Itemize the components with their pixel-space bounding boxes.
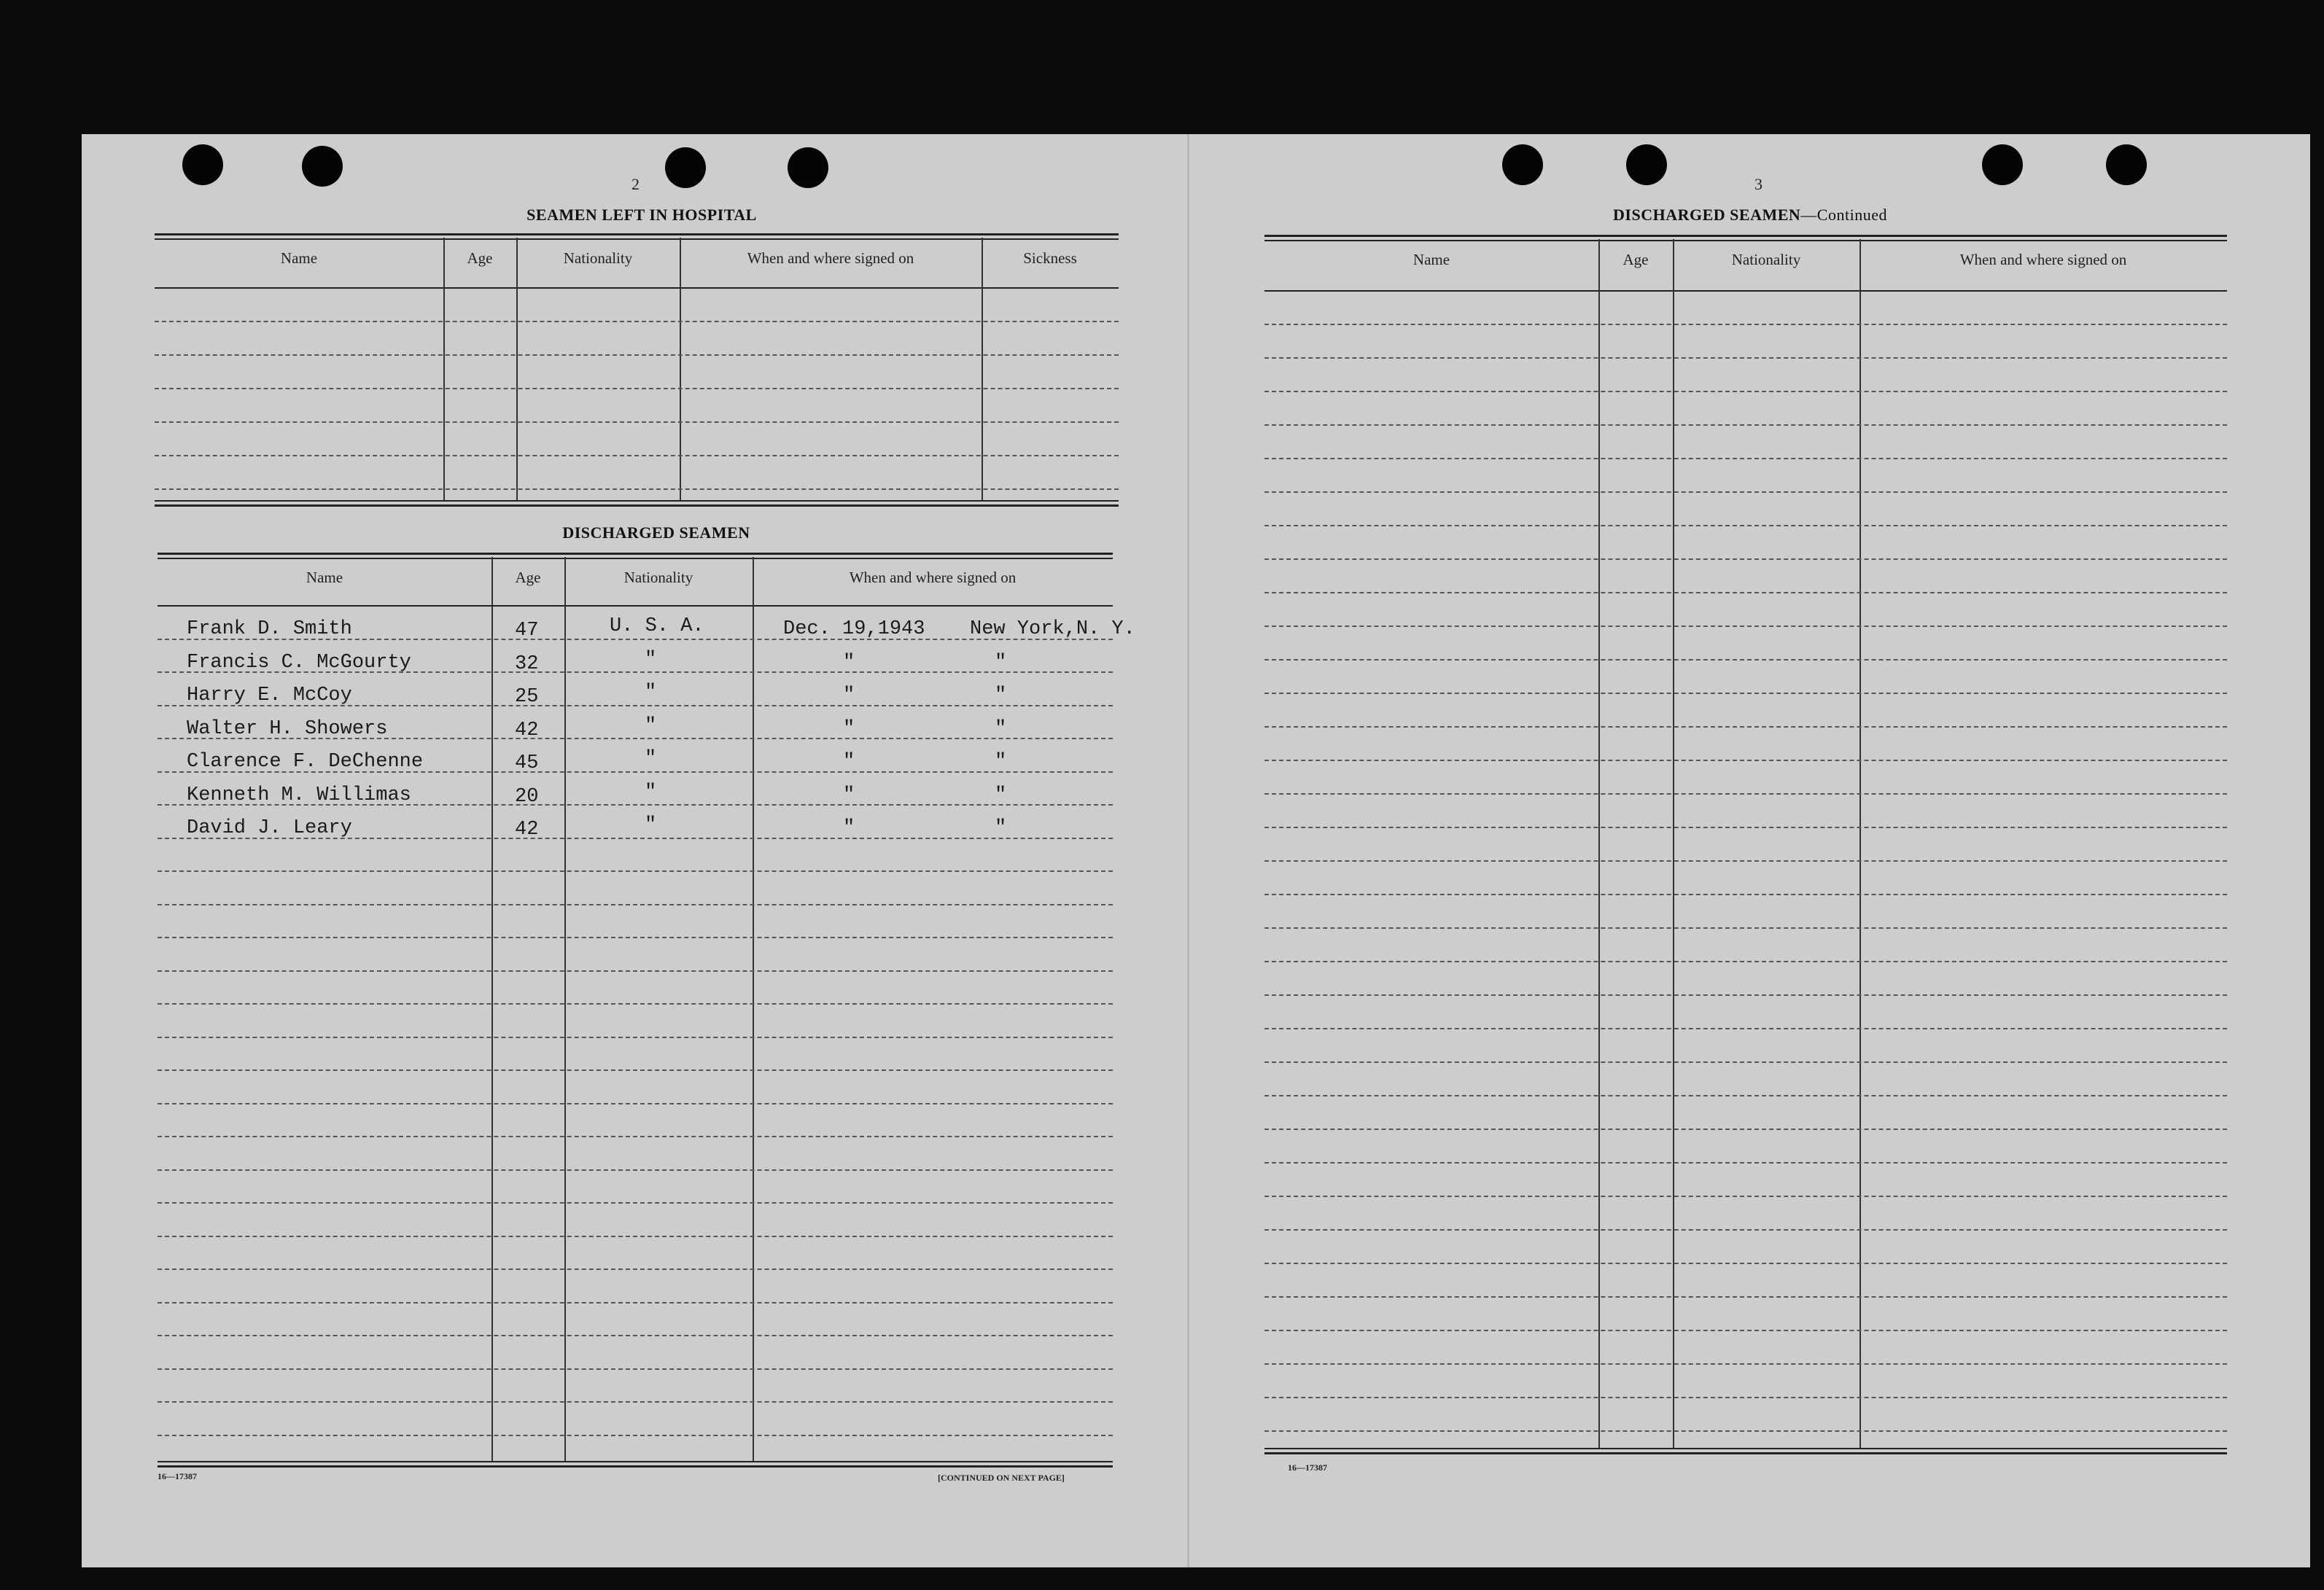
continued-row-line xyxy=(1264,626,2227,627)
hospital-column-divider xyxy=(982,238,983,500)
signed-on-date: " xyxy=(843,651,855,674)
continued-row-line xyxy=(1264,324,2227,325)
continued-note: [CONTINUED ON NEXT PAGE] xyxy=(938,1473,1065,1483)
discharged-row-line xyxy=(158,1368,1113,1370)
discharged-header-1: Age xyxy=(515,569,541,586)
signed-on-date: " xyxy=(843,685,855,706)
hospital-header-4: Sickness xyxy=(1023,249,1077,267)
hospital-column-divider xyxy=(443,238,445,500)
continued-row-line xyxy=(1264,793,2227,795)
signed-on-place: " xyxy=(995,685,1007,706)
seaman-age: 42 xyxy=(515,819,539,841)
discharged-section-title: DISCHARGED SEAMEN xyxy=(562,523,750,542)
signed-on-place: " xyxy=(995,717,1007,740)
seaman-nationality: " xyxy=(645,648,657,671)
hospital-row-line xyxy=(155,354,1119,356)
discharged-row-line xyxy=(158,937,1113,938)
seaman-nationality: " xyxy=(645,748,657,770)
signed-on-place: " xyxy=(995,784,1007,806)
hospital-bottom-rule xyxy=(155,504,1119,507)
hospital-header-2: Nationality xyxy=(563,249,633,267)
continued-row-line xyxy=(1264,1095,2227,1096)
hospital-section-title: SEAMEN LEFT IN HOSPITAL xyxy=(526,206,757,224)
continued-title-suffix: —Continued xyxy=(1800,206,1887,224)
continued-row-line xyxy=(1264,592,2227,593)
continued-row-line xyxy=(1264,357,2227,359)
continued-header-1: Age xyxy=(1622,251,1649,268)
discharged-column-divider xyxy=(564,557,566,1461)
continued-row-line xyxy=(1264,961,2227,962)
signed-on-date: Dec. 19,1943 xyxy=(783,618,925,640)
continued-row-line xyxy=(1264,1061,2227,1063)
signed-on-place: " xyxy=(995,651,1007,674)
seaman-name: Kenneth M. Willimas xyxy=(187,784,411,806)
continued-header-2: Nationality xyxy=(1731,251,1801,268)
discharged-row-line xyxy=(158,1202,1113,1204)
discharged-header-2: Nationality xyxy=(623,569,693,586)
hospital-header-rule xyxy=(155,287,1119,289)
continued-bottom-rule xyxy=(1264,1448,2227,1449)
discharged-row-line xyxy=(158,1136,1113,1137)
discharged-row-line xyxy=(158,1169,1113,1171)
discharged-header-0: Name xyxy=(306,569,343,586)
form-number: 16—17387 xyxy=(158,1471,197,1481)
hospital-row-line xyxy=(155,488,1119,490)
signed-on-date: " xyxy=(843,751,855,773)
page-fold xyxy=(1187,134,1189,1567)
page-number: 2 xyxy=(631,175,640,193)
continued-section-title xyxy=(1502,206,1998,225)
hospital-top-rule xyxy=(155,233,1119,235)
discharged-row-line xyxy=(158,1103,1113,1104)
seaman-age: 32 xyxy=(515,652,539,675)
hospital-row-line xyxy=(155,421,1119,423)
discharged-row-line xyxy=(158,1069,1113,1071)
continued-row-line xyxy=(1264,491,2227,493)
hospital-row-line xyxy=(155,321,1119,322)
hospital-header-0: Name xyxy=(280,249,318,267)
hospital-header-1: Age xyxy=(467,249,493,267)
discharged-row-line xyxy=(158,970,1113,972)
continued-row-line xyxy=(1264,1028,2227,1029)
continued-row-line xyxy=(1264,726,2227,728)
continued-row-line xyxy=(1264,1430,2227,1432)
discharged-bottom-rule xyxy=(158,1461,1113,1462)
seaman-name: Walter H. Showers xyxy=(187,717,388,740)
punch-hole xyxy=(2106,144,2147,185)
continued-column-divider xyxy=(1673,239,1674,1448)
continued-row-line xyxy=(1264,1196,2227,1197)
continued-row-line xyxy=(1264,1129,2227,1130)
seaman-nationality: U. S. A. xyxy=(610,615,704,637)
continued-header-0: Name xyxy=(1412,251,1450,268)
discharged-row-line xyxy=(158,1401,1113,1403)
seaman-name: David J. Leary xyxy=(187,817,352,839)
discharged-row-line xyxy=(158,1003,1113,1005)
signed-on-date: " xyxy=(843,717,855,740)
continued-row-line xyxy=(1264,760,2227,761)
seaman-name: Clarence F. DeChenne xyxy=(187,751,424,773)
seaman-nationality: " xyxy=(645,781,657,803)
discharged-column-divider xyxy=(491,557,493,1461)
hospital-bottom-rule xyxy=(155,500,1119,502)
continued-row-line xyxy=(1264,927,2227,929)
hospital-top-rule xyxy=(155,238,1119,240)
hospital-column-divider xyxy=(516,238,518,500)
continued-row-line xyxy=(1264,525,2227,526)
continued-row-line xyxy=(1264,894,2227,895)
discharged-column-divider xyxy=(753,557,754,1461)
seaman-nationality: " xyxy=(645,682,657,704)
continued-row-line xyxy=(1264,1162,2227,1164)
continued-top-rule xyxy=(1264,240,2227,241)
continued-row-line xyxy=(1264,391,2227,392)
continued-row-line xyxy=(1264,827,2227,828)
continued-row-line xyxy=(1264,424,2227,426)
continued-row-line xyxy=(1264,1397,2227,1398)
seaman-name: Frank D. Smith xyxy=(187,618,352,640)
discharged-top-rule xyxy=(158,553,1113,555)
punch-hole xyxy=(1982,144,2023,185)
hospital-row-line xyxy=(155,455,1119,456)
continued-header-3: When and where signed on xyxy=(1959,251,2127,268)
signed-on-place: " xyxy=(995,751,1007,773)
discharged-row-line xyxy=(158,1435,1113,1436)
continued-title-main: DISCHARGED SEAMEN xyxy=(1613,206,1801,224)
discharged-row-line xyxy=(158,1037,1113,1038)
discharged-row-line xyxy=(158,1269,1113,1270)
signed-on-place: New York,N. Y. xyxy=(970,618,1135,640)
continued-row-line xyxy=(1264,458,2227,459)
signed-on-date: " xyxy=(843,817,855,839)
seaman-name: Francis C. McGourty xyxy=(187,651,411,674)
continued-top-rule xyxy=(1264,235,2227,237)
discharged-row-line xyxy=(158,870,1113,872)
punch-hole xyxy=(788,147,828,188)
left-page xyxy=(82,134,1189,1567)
seaman-age: 20 xyxy=(515,785,539,808)
hospital-row-line xyxy=(155,388,1119,389)
continued-column-divider xyxy=(1598,239,1600,1448)
hospital-column-divider xyxy=(680,238,681,500)
continued-row-line xyxy=(1264,1363,2227,1365)
continued-row-line xyxy=(1264,1263,2227,1264)
seaman-nationality: " xyxy=(645,714,657,737)
right-page xyxy=(1189,134,2310,1567)
page-number: 3 xyxy=(1754,175,1763,193)
discharged-header-rule xyxy=(158,605,1113,607)
discharged-bottom-rule xyxy=(158,1465,1113,1468)
discharged-row-line xyxy=(158,1335,1113,1336)
punch-hole xyxy=(1502,144,1543,185)
punch-hole xyxy=(665,147,706,188)
continued-column-divider xyxy=(1859,239,1861,1448)
signed-on-date: " xyxy=(843,784,855,806)
seaman-age: 45 xyxy=(515,752,539,774)
discharged-row-line xyxy=(158,1302,1113,1303)
discharged-header-3: When and where signed on xyxy=(849,569,1017,586)
continued-row-line xyxy=(1264,659,2227,660)
seaman-name: Harry E. McCoy xyxy=(187,685,352,706)
continued-row-line xyxy=(1264,558,2227,560)
continued-bottom-rule xyxy=(1264,1452,2227,1454)
seaman-age: 47 xyxy=(515,620,539,642)
seaman-age: 42 xyxy=(515,719,539,741)
seaman-nationality: " xyxy=(645,814,657,836)
discharged-top-rule xyxy=(158,558,1113,559)
continued-row-line xyxy=(1264,693,2227,694)
continued-header-rule xyxy=(1264,290,2227,292)
hospital-header-3: When and where signed on xyxy=(747,249,914,267)
continued-row-line xyxy=(1264,994,2227,996)
discharged-row-line xyxy=(158,904,1113,905)
form-number: 16—17387 xyxy=(1288,1462,1327,1473)
signed-on-place: " xyxy=(995,817,1007,839)
continued-row-line xyxy=(1264,1229,2227,1231)
continued-row-line xyxy=(1264,860,2227,862)
punch-hole xyxy=(1626,144,1667,185)
continued-row-line xyxy=(1264,1330,2227,1331)
punch-hole xyxy=(302,146,343,187)
punch-hole xyxy=(182,144,223,185)
seaman-age: 25 xyxy=(515,686,539,708)
discharged-row-line xyxy=(158,1236,1113,1237)
continued-row-line xyxy=(1264,1296,2227,1298)
